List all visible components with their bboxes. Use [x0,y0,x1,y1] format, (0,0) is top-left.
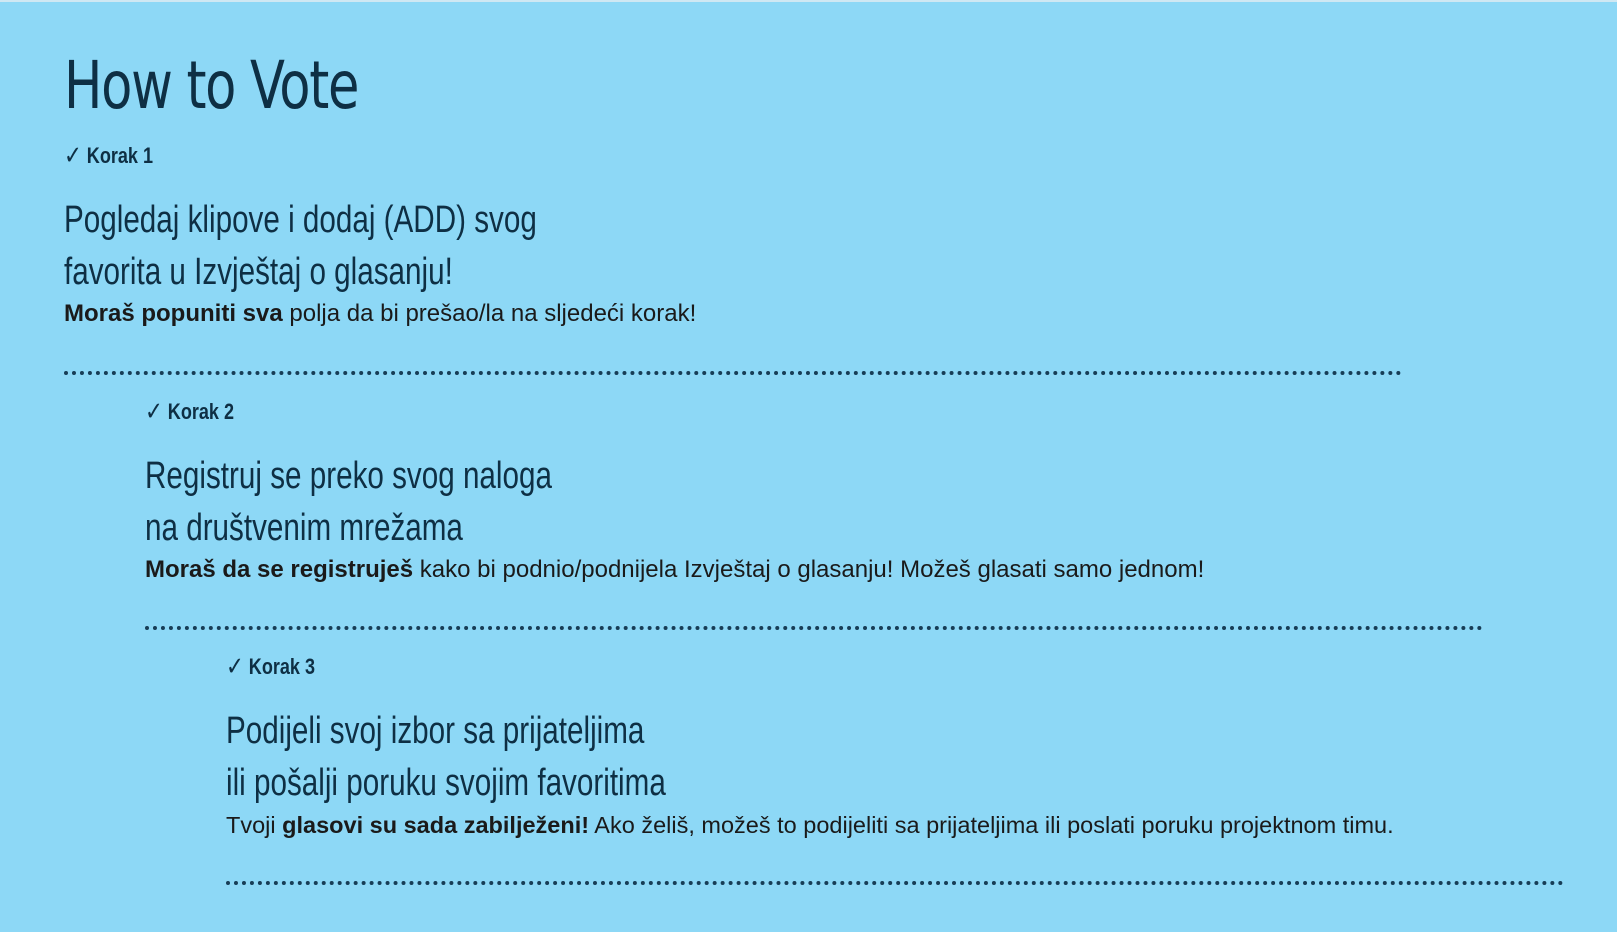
step-2-label: Korak 2 [167,399,234,424]
step-3-desc-bold: glasovi su sada zabilježeni! [282,812,590,838]
step-1-description [64,298,696,330]
step-2-heading-line-2: na društvenim mrežama [145,507,463,549]
step-3-desc-pre: Tvoji [226,812,283,838]
step-3-description [226,809,1394,841]
step-1 [64,142,696,330]
step-1-label: Korak 1 [86,143,153,168]
step-2-heading-line-1: Registruj se preko svog naloga [145,455,552,497]
step-2-divider [145,626,1483,630]
check-icon: ✓ [226,652,244,682]
step-2-description [145,554,1204,586]
step-3-label: Korak 3 [248,654,315,679]
step-2 [145,398,1204,586]
step-2-label-row [145,398,1014,426]
step-3-label-row [226,653,1183,681]
step-3-heading-line-1: Podijeli svoj izbor sa prijateljima [226,710,645,752]
step-3-divider [226,881,1564,885]
step-3-heading-line-2: ili pošalji poruku svojim favoritima [226,762,666,804]
step-3-desc-post: Ako želiš, možeš to podijeliti sa prijateljima ili poslati poruku projektnom timu. [589,812,1394,838]
step-3 [226,653,1394,841]
step-1-desc-post: polja da bi prešao/la na sljedeći korak! [282,300,697,327]
step-1-heading-line-2: favorita u Izvještaj o glasanju! [64,251,453,293]
check-icon: ✓ [145,397,163,427]
step-1-label-row [64,142,582,170]
step-1-heading-line-1: Pogledaj klipove i dodaj (ADD) svog [64,199,537,241]
page-title: How to Vote [64,47,359,124]
step-2-desc-post: kako bi podnio/podnijela Izvještaj o glasanju! Možeš glasati samo jednom! [413,556,1205,583]
step-1-desc-bold: Moraš popuniti sva [64,300,283,327]
step-2-desc-bold: Moraš da se registruješ [145,556,414,583]
check-icon: ✓ [64,141,82,171]
step-1-divider [64,371,1402,375]
